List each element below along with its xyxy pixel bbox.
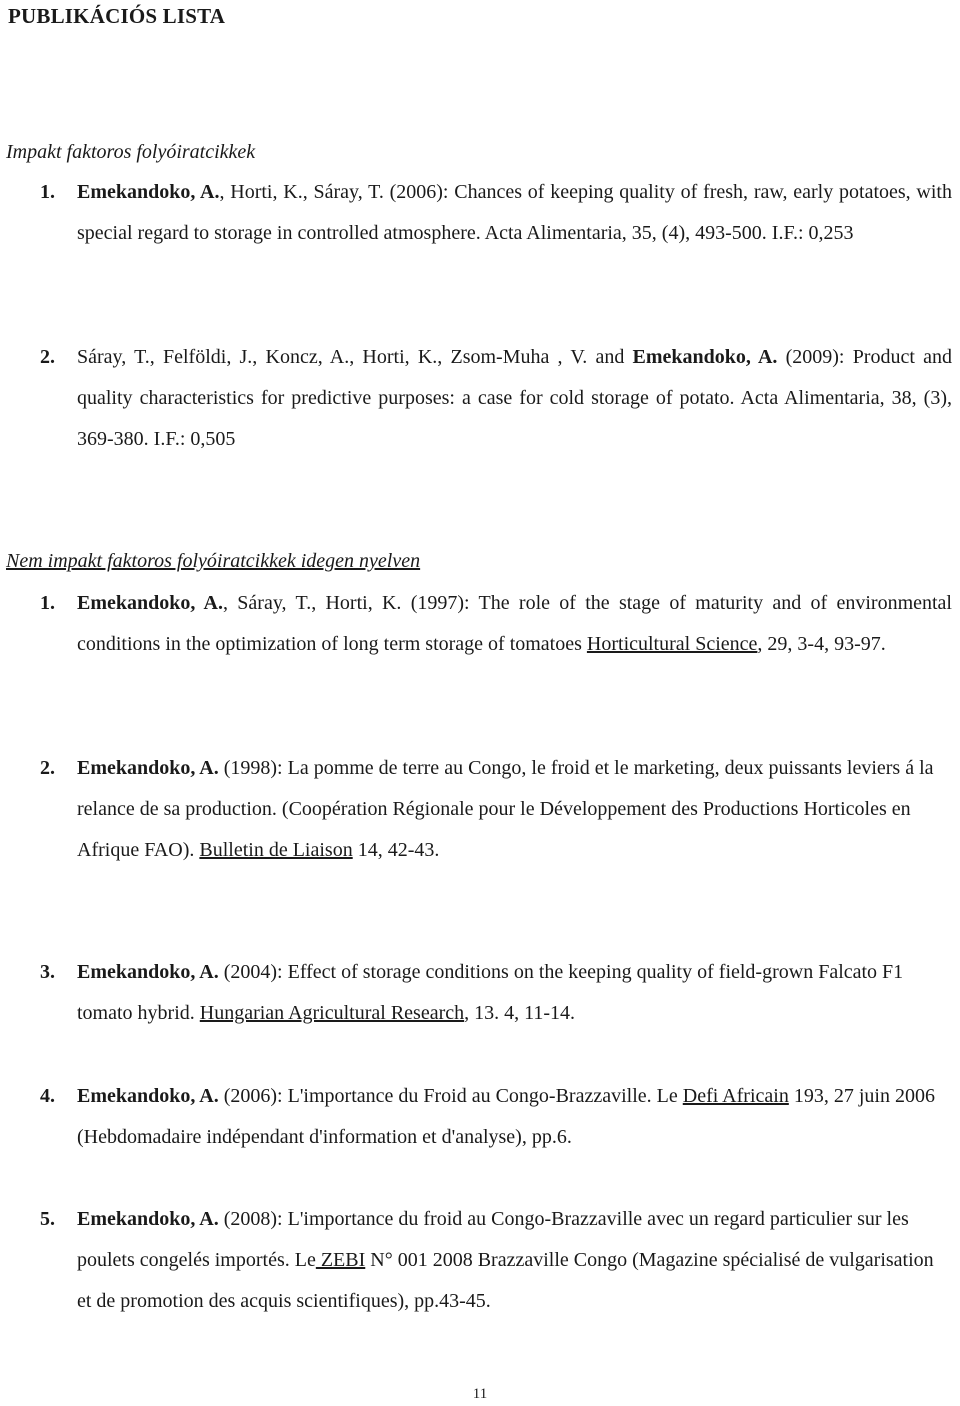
entry-author-bold: Emekandoko, A. [77, 181, 220, 203]
entry-number: 4. [40, 1085, 55, 1107]
entry-journal: Bulletin de Liaison [199, 839, 353, 861]
entry-citation: , Horti, K., Sáray, T. (2006): Chances of keeping quality of fresh, raw, early potatoes, with special regard to storage in controlled atmosphere. Acta Alimentaria, 35, (4), 493-500. I.F.: 0,253 [77, 181, 952, 244]
entry-citation: (2008): L'importance du froid au Congo-Brazzaville avec un regard particulier sur les poulets congelés importés. Le [77, 1208, 909, 1271]
entry-journal: Acta Alimentaria [740, 387, 880, 409]
page-title: PUBLIKÁCIÓS LISTA [8, 4, 226, 28]
entry-citation: , Sáray, T., Horti, K. (1997): The role of the stage of maturity and of environmental conditions in the optimization of long term storage of tomatoes [77, 592, 952, 655]
entry-author-bold: Emekandoko, A. [77, 757, 219, 779]
entry-number: 5. [40, 1208, 55, 1230]
entry-citation-tail: N° 001 2008 Brazzaville Congo (Magazine spécialisé de vulgarisation et de promotion des acquis scientifiques), pp.43-45. [77, 1249, 934, 1312]
entry-citation: (1998): La pomme de terre au Congo, le froid et le marketing, deux puissants leviers á la relance de sa production. (Coopération Régionale pour le Développement des Productions Horticoles en Afrique FAO). [77, 757, 934, 861]
entry-citation-tail: , 38, (3), 369-380. I.F.: 0,505 [77, 387, 952, 450]
entry-citation-tail: 14, 42-43. [352, 839, 440, 861]
entry-text [77, 1076, 952, 1158]
entry-author-bold: Emekandoko, A. [632, 346, 778, 368]
entry-journal: Horticultural Science [586, 633, 758, 655]
entry-citation: (2006): L'importance du Froid au Congo-Brazzaville. Le [218, 1085, 683, 1107]
page-number: 11 [472, 1386, 488, 1402]
entry-author-bold: Emekandoko, A. [77, 1208, 219, 1230]
entry-citation: (2004): Effect of storage conditions on the keeping quality of field-grown Falcato F1 tomato hybrid. [77, 961, 904, 1024]
entry-journal: ZEBI [315, 1249, 366, 1271]
entry-text [77, 172, 952, 254]
entry-citation-tail: , 13. 4, 11-14. [464, 1002, 576, 1024]
entry-citation-tail: , 29, 3-4, 93-97. [757, 633, 886, 655]
entry-text [77, 952, 952, 1034]
entry-number: 2. [40, 757, 55, 779]
entry-text [77, 337, 952, 460]
entry-journal: Defi Africain [682, 1085, 789, 1107]
entry-author-bold: Emekandoko, A. [77, 592, 223, 614]
entry-authors: Sáray, T., Felföldi, J., Koncz, A., Horti, K., Zsom-Muha , V. and [77, 346, 633, 368]
entry-citation: (2009): Product and quality characteristics for predictive purposes: a case for cold storage of potato. [77, 346, 952, 409]
entry-journal: Hungarian Agricultural Research [199, 1002, 465, 1024]
entry-text [77, 583, 952, 665]
entry-author-bold: Emekandoko, A. [77, 1085, 219, 1107]
entry-number: 2. [40, 346, 55, 368]
entry-citation-tail: 193, 27 juin 2006 (Hebdomadaire indépendant d'information et d'analyse), pp.6. [77, 1085, 935, 1148]
entry-author-bold: Emekandoko, A. [77, 961, 219, 983]
entry-number: 1. [40, 181, 55, 203]
entry-number: 3. [40, 961, 55, 983]
entry-text [77, 1199, 952, 1322]
entry-number: 1. [40, 592, 55, 614]
section-heading-impact: Impakt faktoros folyóiratcikkek [6, 141, 256, 163]
entry-text [77, 748, 952, 871]
section-heading-non-impact: Nem impakt faktoros folyóiratcikkek idegen nyelven [6, 550, 421, 572]
